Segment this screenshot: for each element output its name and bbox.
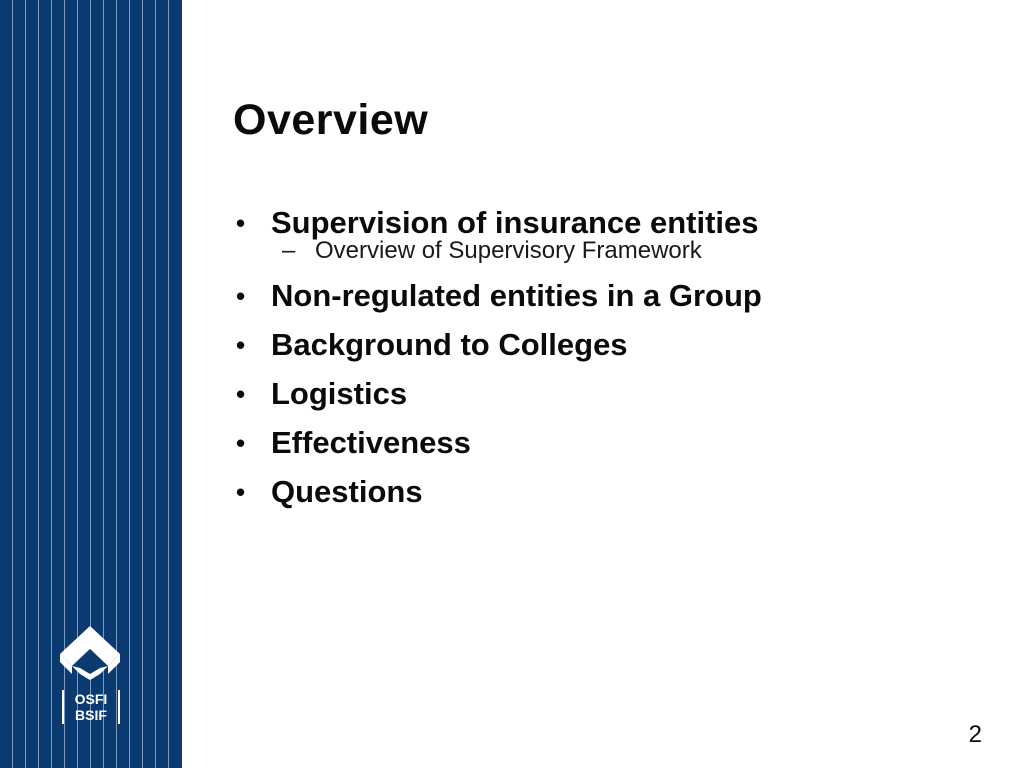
bullet-item bbox=[230, 371, 990, 420]
sidebar-stripe bbox=[168, 0, 169, 768]
slide-content bbox=[182, 0, 1024, 768]
sub-bullet-item bbox=[230, 229, 990, 273]
sub-bullet-text: Overview of Supervisory Framework bbox=[315, 237, 702, 264]
bullet-text: Logistics bbox=[271, 376, 408, 411]
page-number: 2 bbox=[968, 721, 982, 748]
logo-line-bsif: BSIF bbox=[75, 707, 107, 723]
bullet-text: Effectiveness bbox=[271, 425, 471, 460]
bullet-item bbox=[230, 322, 990, 371]
sidebar-stripe bbox=[38, 0, 39, 768]
bullet-dot: • bbox=[236, 379, 246, 409]
sidebar-stripe bbox=[129, 0, 130, 768]
osfi-logo-icon bbox=[58, 624, 122, 680]
sidebar-stripe bbox=[25, 0, 26, 768]
bullet-item bbox=[230, 420, 990, 469]
bullet-dot: • bbox=[236, 330, 246, 360]
sidebar-stripe bbox=[51, 0, 52, 768]
bullet-list bbox=[230, 200, 990, 518]
bullet-text: Non-regulated entities in a Group bbox=[271, 278, 762, 313]
osfi-logo bbox=[58, 624, 122, 724]
sidebar-stripe bbox=[12, 0, 13, 768]
bullet-dot: • bbox=[236, 477, 246, 507]
bullet-dot: • bbox=[236, 281, 246, 311]
bullet-dot: • bbox=[236, 208, 246, 238]
sub-bullet-dash: – bbox=[282, 237, 296, 264]
bullet-item bbox=[230, 469, 990, 518]
sidebar-stripe bbox=[142, 0, 143, 768]
slide-title: Overview bbox=[233, 96, 429, 144]
logo-text bbox=[62, 690, 120, 724]
bullet-dot: • bbox=[236, 428, 246, 458]
sidebar-stripe bbox=[155, 0, 156, 768]
bullet-text: Supervision of insurance entities bbox=[271, 205, 759, 240]
bullet-text: Background to Colleges bbox=[271, 327, 628, 362]
logo-line-osfi: OSFI bbox=[74, 691, 108, 707]
bullet-item bbox=[230, 273, 990, 322]
sidebar-panel bbox=[0, 0, 182, 768]
bullet-text: Questions bbox=[271, 474, 423, 509]
